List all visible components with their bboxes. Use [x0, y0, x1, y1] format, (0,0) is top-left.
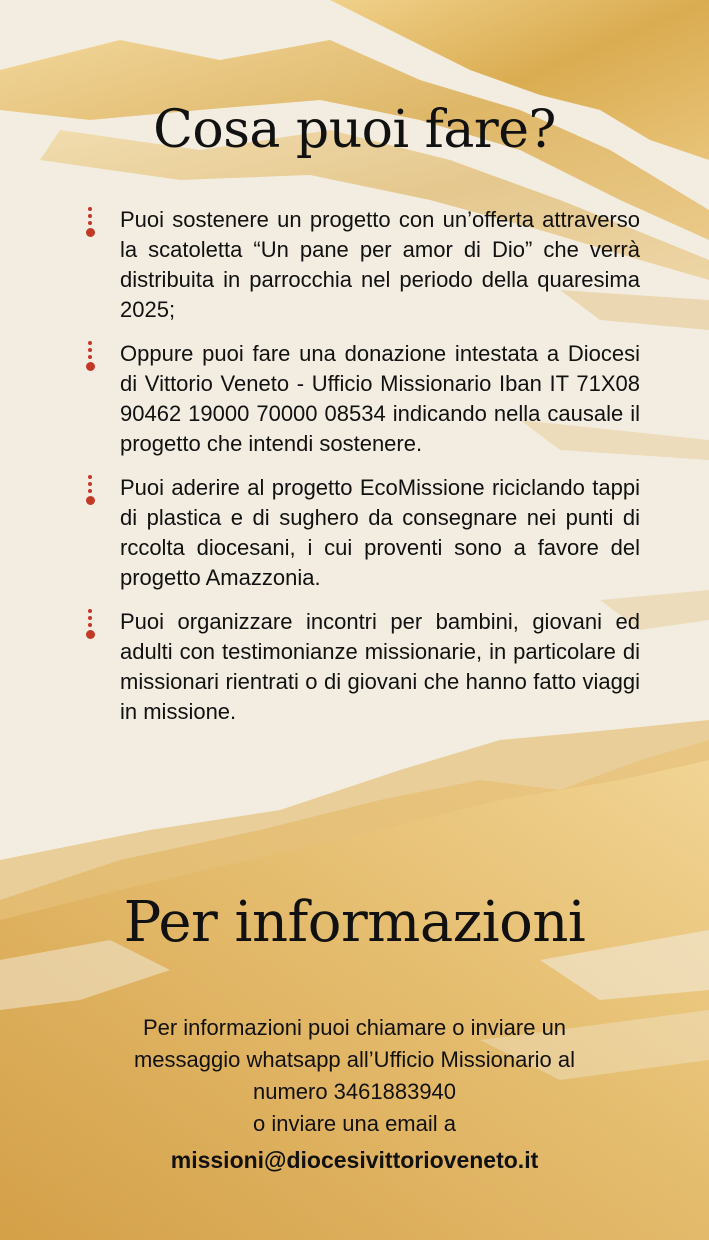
- dots-bullet-icon: [86, 205, 96, 241]
- dots-bullet-icon: [86, 607, 96, 643]
- list-item: [84, 339, 640, 459]
- action-list: [84, 205, 640, 741]
- info-line: Per informazioni puoi chiamare o inviare un: [142, 1015, 567, 1040]
- list-item: [84, 607, 640, 727]
- info-line: o inviare una email a: [252, 1111, 456, 1136]
- list-item-text: Oppure puoi fare una donazione intestata a Diocesi di Vittorio Veneto - Ufficio Missionario Iban IT 71X08 90462 19000 70000 08534 indicando nella causale il progetto che intendi sostenere.: [120, 341, 640, 456]
- dots-bullet-icon: [86, 473, 96, 509]
- list-item: [84, 205, 640, 325]
- dots-bullet-icon: [86, 339, 96, 375]
- phone-number: numero 3461883940: [252, 1079, 457, 1104]
- list-item-text: Puoi organizzare incontri per bambini, giovani ed adulti con testimonianze missionarie, in particolare di missionari rientrati o di giovani che hanno fatto viaggi in missione.: [120, 609, 640, 724]
- info-line: messaggio whatsapp all’Ufficio Missionario al: [133, 1047, 576, 1072]
- list-item-text: Puoi sostenere un progetto con un’offerta attraverso la scatoletta “Un pane per amor di Dio” che verrà distribuita in parrocchia nel periodo della quaresima 2025;: [120, 207, 640, 322]
- section-title: Cosa puoi fare?: [153, 100, 556, 160]
- email-address[interactable]: missioni@diocesivittorioveneto.it: [170, 1147, 539, 1173]
- list-item: [84, 473, 640, 593]
- list-item-text: Puoi aderire al progetto EcoMissione riciclando tappi di plastica e di sughero da consegnare nei punti di rccolta diocesani, i cui proventi sono a favore del progetto Amazzonia.: [120, 475, 640, 590]
- contact-info: [60, 1012, 649, 1176]
- info-title: Per informazioni: [123, 890, 586, 955]
